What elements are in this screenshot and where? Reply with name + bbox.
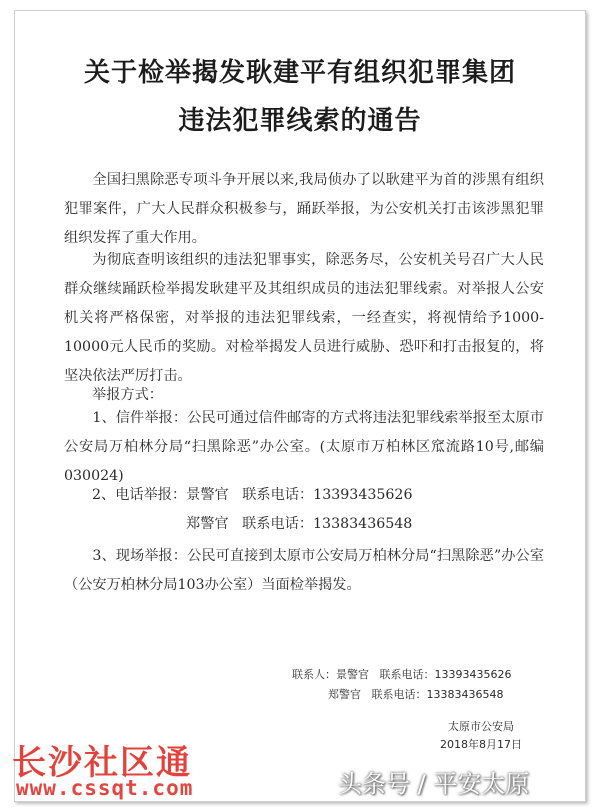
report-method-phone-2: 郑警官 联系电话：13383436548: [186, 516, 413, 532]
report-method-phone-1: 2、电话举报：景警官 联系电话：13393435626: [92, 487, 413, 503]
report-methods-label: 举报方式：: [92, 387, 163, 403]
toutiao-account-watermark: 头条号 / 平安太原: [338, 770, 530, 798]
report-method-letter: 1、信件举报：公民可通过信件邮寄的方式将违法犯罪线索举报至太原市公安局万柏林分局“扫黑除恶”办公室。(太原市万柏林区窊流路10号,邮编030024): [64, 410, 544, 484]
notice-title-line1: 关于检举揭发耿建平有组织犯罪集团: [83, 58, 516, 88]
paragraph-intro: 全国扫黑除恶专项斗争开展以来,我局侦办了以耿建平为首的涉黑有组织犯罪案件，广大人民群众积极参与，踊跃举报，为公安机关打击该涉黑犯罪组织发挥了重大作用。: [64, 172, 544, 246]
site-url-watermark: www.cssqt.com: [16, 776, 194, 800]
site-logo-watermark: 长沙社区通: [12, 743, 192, 783]
issue-date: 2018年8月17日: [440, 738, 522, 751]
issuer-name: 太原市公安局: [448, 720, 514, 733]
report-method-onsite: 3、现场举报：公民可直接到太原市公安局万柏林分局“扫黑除恶”办公室（公安万柏林分局103办公室）当面检举揭发。: [64, 548, 544, 593]
notice-title-line2: 违法犯罪线索的通告: [178, 106, 422, 136]
contact-line-1: 联系人：景警官 联系电话：13393435626: [292, 668, 512, 681]
paragraph-call-to-action: 为彻底查明该组织的违法犯罪事实，除恶务尽，公安机关号召广大人民群众继续踊跃检举揭发耿建平及其组织成员的违法犯罪线索。对举报人公安机关将严格保密，对举报的违法犯罪线索，一经查实，将视情给予1000-10000元人民币的奖励。对检举揭发人员进行威胁、恐吓和打击报复的，将坚决依法严厉打击。: [64, 252, 544, 384]
contact-line-2: 郑警官 联系电话：13383436548: [328, 688, 504, 701]
